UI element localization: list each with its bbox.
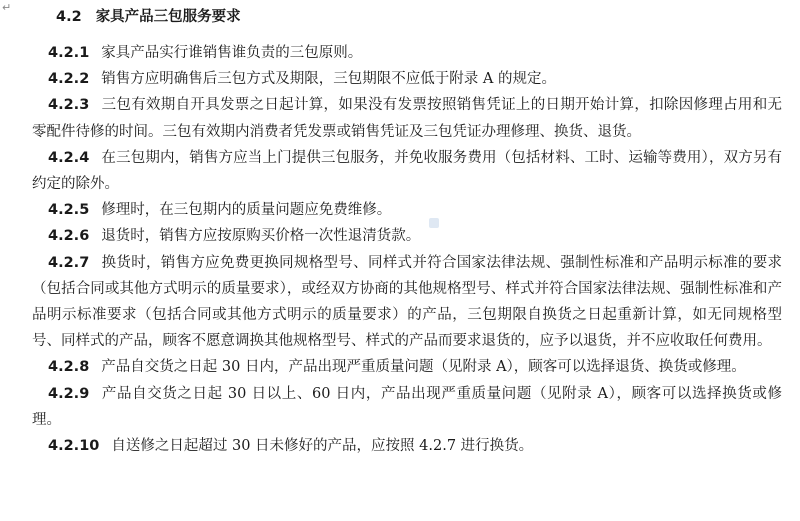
clause-4-2-7 xyxy=(32,250,782,355)
clause-text: 在三包期内，销售方应当上门提供三包服务，并免收服务费用（包括材料、工时、运输等费用），双方另有约定的除外。 xyxy=(32,149,782,193)
clause-text: 自送修之日起超过 30 日未修好的产品，应按照 4.2.7 进行换货。 xyxy=(111,438,534,455)
clause-number: 4.2.5 xyxy=(48,202,90,219)
clause-text: 修理时，在三包期内的质量问题应免费维修。 xyxy=(101,202,392,219)
clause-4-2-9 xyxy=(32,381,782,433)
clause-4-2-3 xyxy=(32,92,782,144)
clause-text: 退货时，销售方应按原购买价格一次性退清货款。 xyxy=(101,228,421,245)
clause-number: 4.2.1 xyxy=(48,45,90,61)
clause-4-2-4 xyxy=(32,145,782,197)
clause-number: 4.2.10 xyxy=(48,438,100,455)
section-heading xyxy=(56,5,241,29)
clause-text: 产品自交货之日起 30 日以上、60 日内，产品出现严重质量问题（见附录 A），顾客可以选择换货或修理。 xyxy=(32,385,782,428)
cursor-icon: ↵ xyxy=(2,1,12,14)
clause-4-2-1 xyxy=(32,40,782,66)
clause-number: 4.2.7 xyxy=(48,254,90,271)
clause-4-2-8 xyxy=(32,354,782,380)
clause-number: 4.2.3 xyxy=(48,97,90,114)
clause-number: 4.2.4 xyxy=(48,149,90,166)
clause-text: 换货时，销售方应免费更换同规格型号、同样式并符合国家法律法规、强制性标准和产品明示标准的要求（包括合同或其他方式明示的质量要求），或经双方协商的其他规格型号、样式并符合国家法律法规、强制性标准和产品明示标准要求（包括合同或其他方式明示的质量要求）的产品，三包期限自换货之日起重新计算，如无同规格型号、同样式的产品，顾客不愿意调换其他规格型号、样式的产品而要求退货的，应予以退货，并不应收取任何费用。 xyxy=(32,254,782,350)
clause-text: 三包有效期自开具发票之日起计算，如果没有发票按照销售凭证上的日期开始计算，扣除因修理占用和无零配件待修的时间。三包有效期内消费者凭发票或销售凭证及三包凭证办理修理、换货、退货。 xyxy=(32,97,782,140)
clause-4-2-2 xyxy=(32,66,782,92)
scan-artifact-icon xyxy=(429,218,439,228)
clause-text: 销售方应明确售后三包方式及期限，三包期限不应低于附录 A 的规定。 xyxy=(101,71,556,88)
section-title: 家具产品三包服务要求 xyxy=(95,9,241,25)
section-number: 4.2 xyxy=(56,9,82,25)
clause-4-2-5 xyxy=(32,197,782,223)
clause-number: 4.2.6 xyxy=(48,228,90,245)
clause-text: 产品自交货之日起 30 日内，产品出现严重质量问题（见附录 A），顾客可以选择退货、换货或修理。 xyxy=(101,359,746,376)
clause-list xyxy=(32,40,782,459)
clause-4-2-6 xyxy=(32,223,782,249)
clause-number: 4.2.2 xyxy=(48,71,90,88)
clause-text: 家具产品实行谁销售谁负责的三包原则。 xyxy=(101,45,363,61)
clause-number: 4.2.9 xyxy=(48,385,90,402)
clause-4-2-10 xyxy=(32,433,782,459)
clause-number: 4.2.8 xyxy=(48,359,90,376)
